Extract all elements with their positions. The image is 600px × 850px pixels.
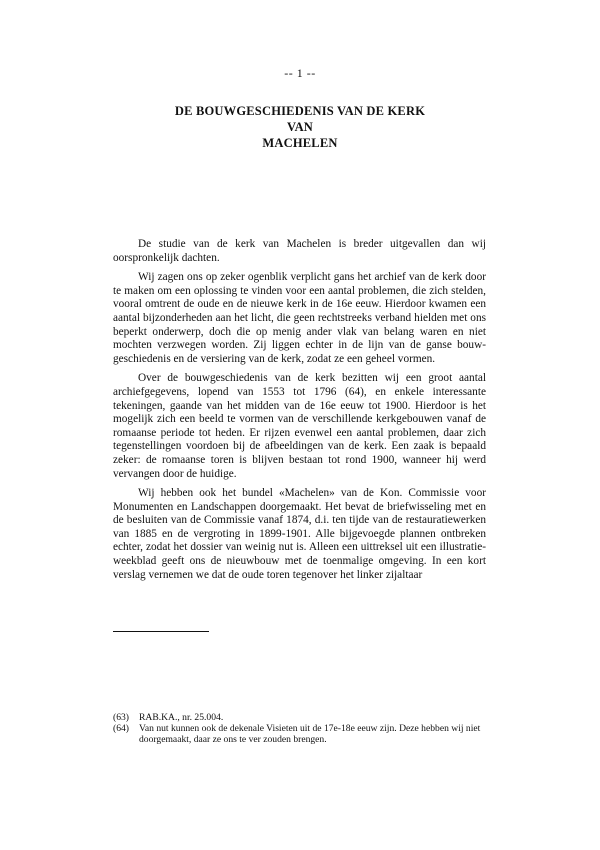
footnote-separator bbox=[113, 631, 209, 632]
page-title bbox=[0, 103, 600, 151]
paragraph-2: Wij zagen ons op zeker ogenblik verplicht gans het archief van de kerk door te maken om een oplossing te vinden voor een aantal problemen, die zich stelden, vooral omtrent de oude en de nieuwe kerk in de 16e eeuw. Hierdoor kwamen een aantal bijzonderheden aan het licht, die geen rechtstreeks verband hielden met ons beperkt onderwerp, doch die op menig ander vlak van belang waren en niet mochten verzwegen worden. Zij liggen echter in de lijn van de ganse bouwgeschiedenis en de versiering van de kerk, zodat ze een geheel vormen. bbox=[113, 271, 486, 365]
title-line-2: VAN bbox=[286, 120, 314, 134]
footnote-number: (63) bbox=[113, 712, 129, 723]
page-number: -- 1 -- bbox=[284, 66, 316, 80]
title-line-1: DE BOUWGESCHIEDENIS VAN DE KERK bbox=[174, 104, 426, 118]
footnote-text: RAB.KA., nr. 25.004. bbox=[139, 712, 224, 723]
body-text bbox=[113, 238, 486, 588]
paragraph-1: De studie van de kerk van Machelen is breder uitgevallen dan wij oorspronkelijk dachten. bbox=[113, 238, 486, 264]
paragraph-4: Wij hebben ook het bundel «Machelen» van de Kon. Commissie voor Monumenten en Landschappen doorgemaakt. Het bevat de briefwisseling met en de besluiten van de Commissie vanaf 1874, d.i. ten tijde van de restauratiewerken van 1885 en de vergroting in 1899-1901. Alle bijgevoegde plannen ontbreken echter, zodat het dossier van weinig nut is. Alleen een uittreksel uit een illustratie-weekblad geeft ons de nieuwbouw met de toenmalige omgeving. In een kort verslag vernemen we dat de oude toren tegenover het linker zijaltaar bbox=[113, 487, 486, 581]
footnote-64 bbox=[113, 723, 486, 745]
footnote-number: (64) bbox=[113, 723, 129, 734]
footnotes bbox=[113, 712, 486, 745]
footnote-63 bbox=[113, 712, 486, 723]
footnote-text: Van nut kunnen ook de dekenale Visieten uit de 17e-18e eeuw zijn. Deze hebben wij niet doorgemaakt, daar ze ons te ver zouden brengen. bbox=[139, 723, 481, 745]
title-line-3: MACHELEN bbox=[262, 136, 338, 150]
paragraph-3: Over de bouwgeschiedenis van de kerk bezitten wij een groot aantal archiefgegevens, lopend van 1553 tot 1796 (64), en enkele interessante tekeningen, gaande van het midden van de 16e eeuw tot 1900. Hierdoor is het mogelijk zich een beeld te vormen van de verschillende kerkgebouwen vanaf de romaanse periode tot heden. Er rijzen evenwel een aantal problemen, daar zich tegenstellingen voordoen bij de afbeeldingen van de kerk. Een zaak is bepaald zeker: de romaanse toren is blijven bestaan tot rond 1900, wanneer hij werd vervangen door de huidige. bbox=[113, 372, 486, 480]
